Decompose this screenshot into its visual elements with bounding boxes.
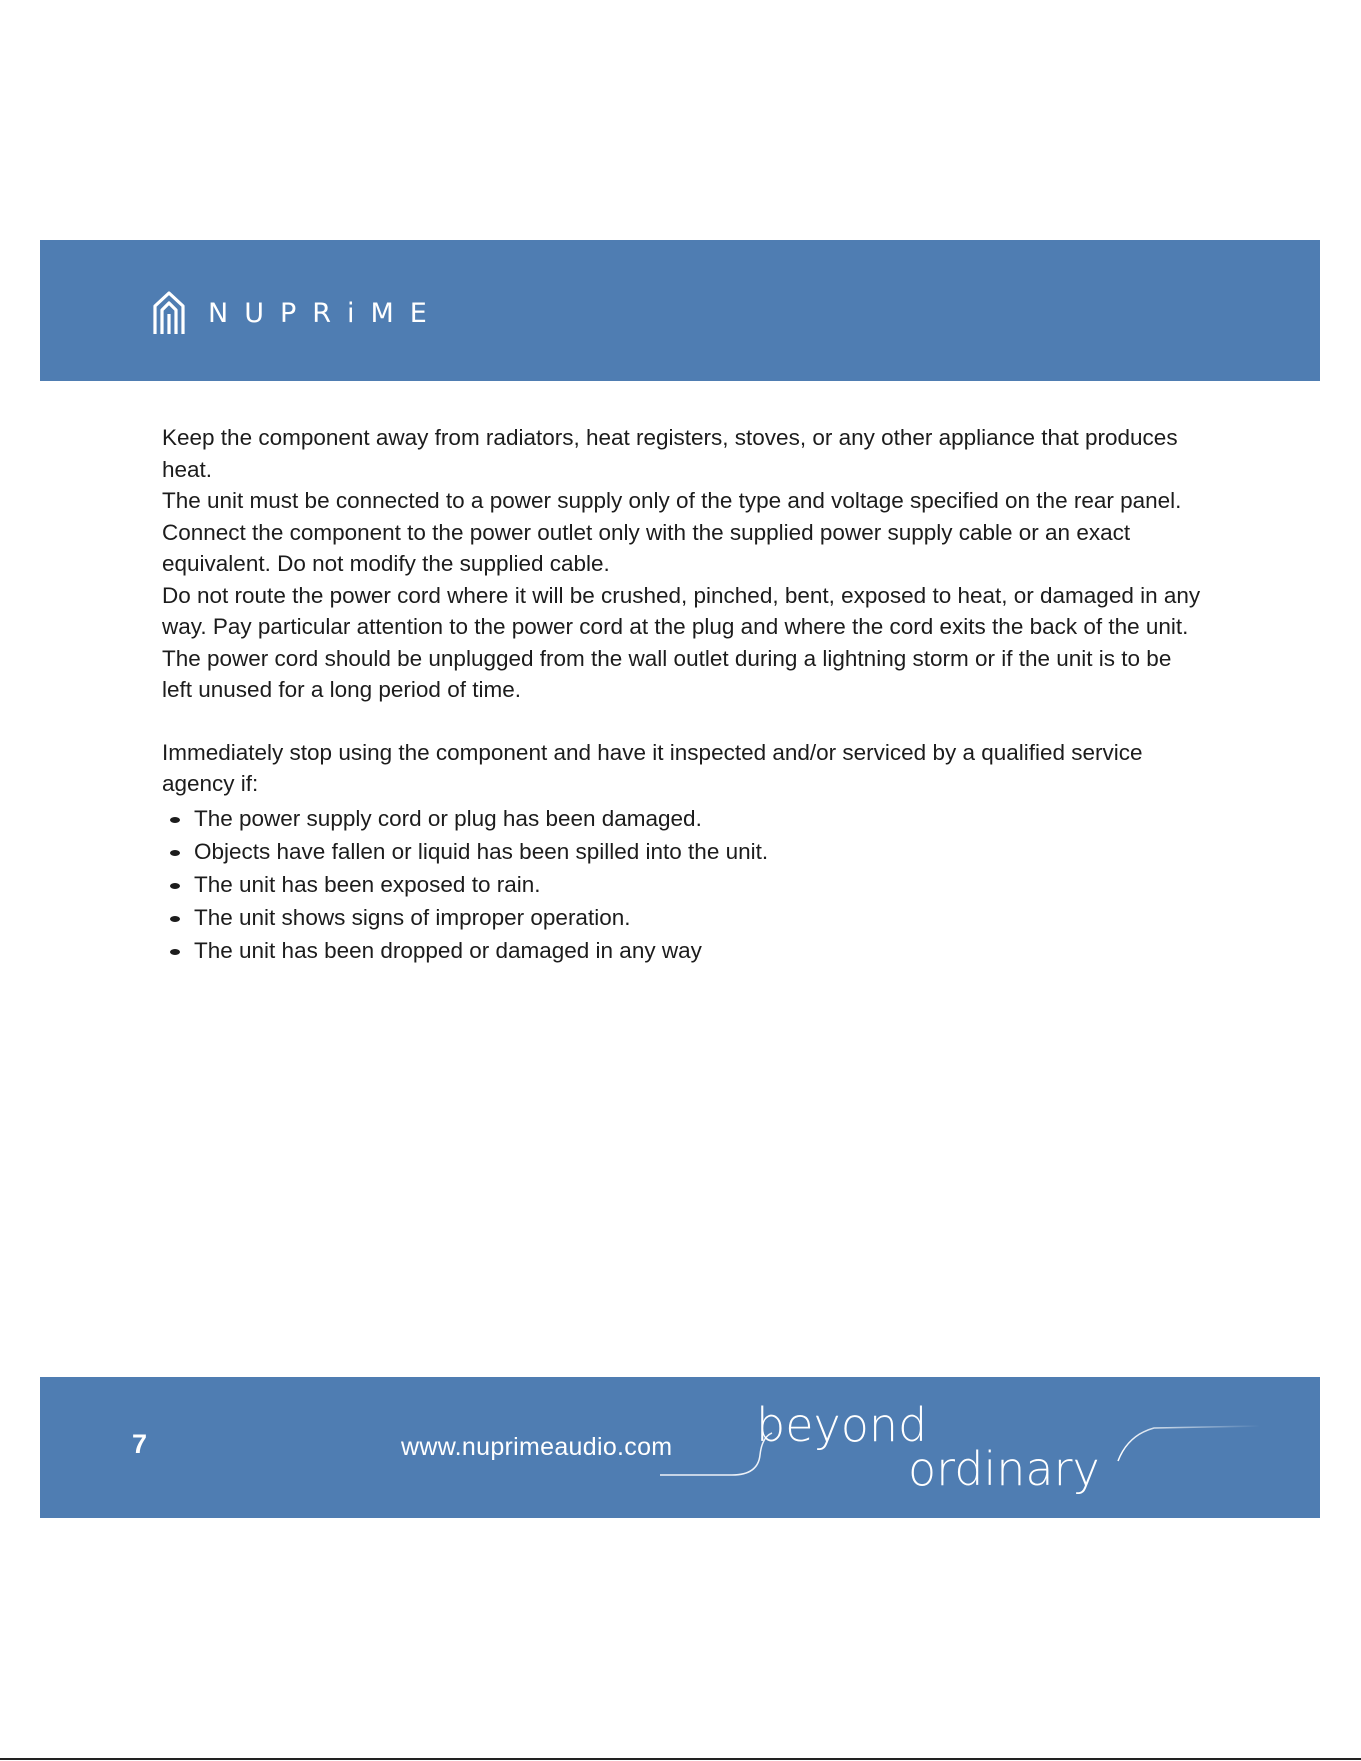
bullet-list bbox=[162, 802, 1202, 967]
intro-paragraph: Immediately stop using the component and have it inspected and/or serviced by a qualified service agency if: bbox=[162, 739, 1143, 796]
paragraph: The power cord should be unplugged from the wall outlet during a lightning storm or if the unit is to be left unused for a long period of time. bbox=[162, 645, 1172, 702]
brand-name: NUPRiME bbox=[208, 297, 443, 329]
list-item bbox=[162, 835, 1202, 868]
list-item bbox=[162, 868, 1202, 901]
footer-band bbox=[40, 1377, 1320, 1518]
header-band bbox=[40, 240, 1320, 381]
tagline-line1: beyond bbox=[756, 1398, 928, 1452]
page-number: 7 bbox=[132, 1429, 148, 1459]
nuprime-logo-icon bbox=[152, 290, 186, 336]
list-item-text: The unit has been exposed to rain. bbox=[194, 871, 541, 897]
tagline-line2: ordinary bbox=[908, 1442, 1100, 1496]
bullet-icon bbox=[170, 949, 180, 955]
bullet-icon bbox=[170, 850, 180, 856]
tagline-graphic bbox=[660, 1395, 1280, 1507]
paragraph: The unit must be connected to a power supply only of the type and voltage specified on the rear panel. Connect the component to the power outlet only with the supplied power supply cable or an exact equivalent. Do not modify the supplied cable. bbox=[162, 488, 1182, 576]
paragraph: Keep the component away from radiators, heat registers, stoves, or any other appliance that produces heat. bbox=[162, 425, 1178, 482]
paragraph-spacer bbox=[162, 706, 1202, 737]
bullet-icon bbox=[170, 817, 180, 823]
list-item bbox=[162, 901, 1202, 934]
bullet-icon bbox=[170, 916, 180, 922]
list-item-text: The power supply cord or plug has been damaged. bbox=[194, 805, 702, 831]
list-item bbox=[162, 802, 1202, 835]
page-bottom-rule bbox=[0, 1758, 1361, 1760]
list-item-text: Objects have fallen or liquid has been spilled into the unit. bbox=[194, 838, 769, 864]
bullet-icon bbox=[170, 883, 180, 889]
paragraph: Do not route the power cord where it will be crushed, pinched, bent, exposed to heat, or damaged in any way. Pay particular attention to the power cord at the plug and where the cord exits the back of the unit. bbox=[162, 582, 1201, 639]
list-item-text: The unit shows signs of improper operation. bbox=[194, 904, 631, 930]
main-content bbox=[162, 422, 1202, 967]
list-item bbox=[162, 934, 1202, 967]
website-link[interactable]: www.nuprimeaudio.com bbox=[401, 1433, 673, 1461]
brand-logo bbox=[152, 292, 443, 334]
list-item-text: The unit has been dropped or damaged in any way bbox=[194, 937, 702, 963]
